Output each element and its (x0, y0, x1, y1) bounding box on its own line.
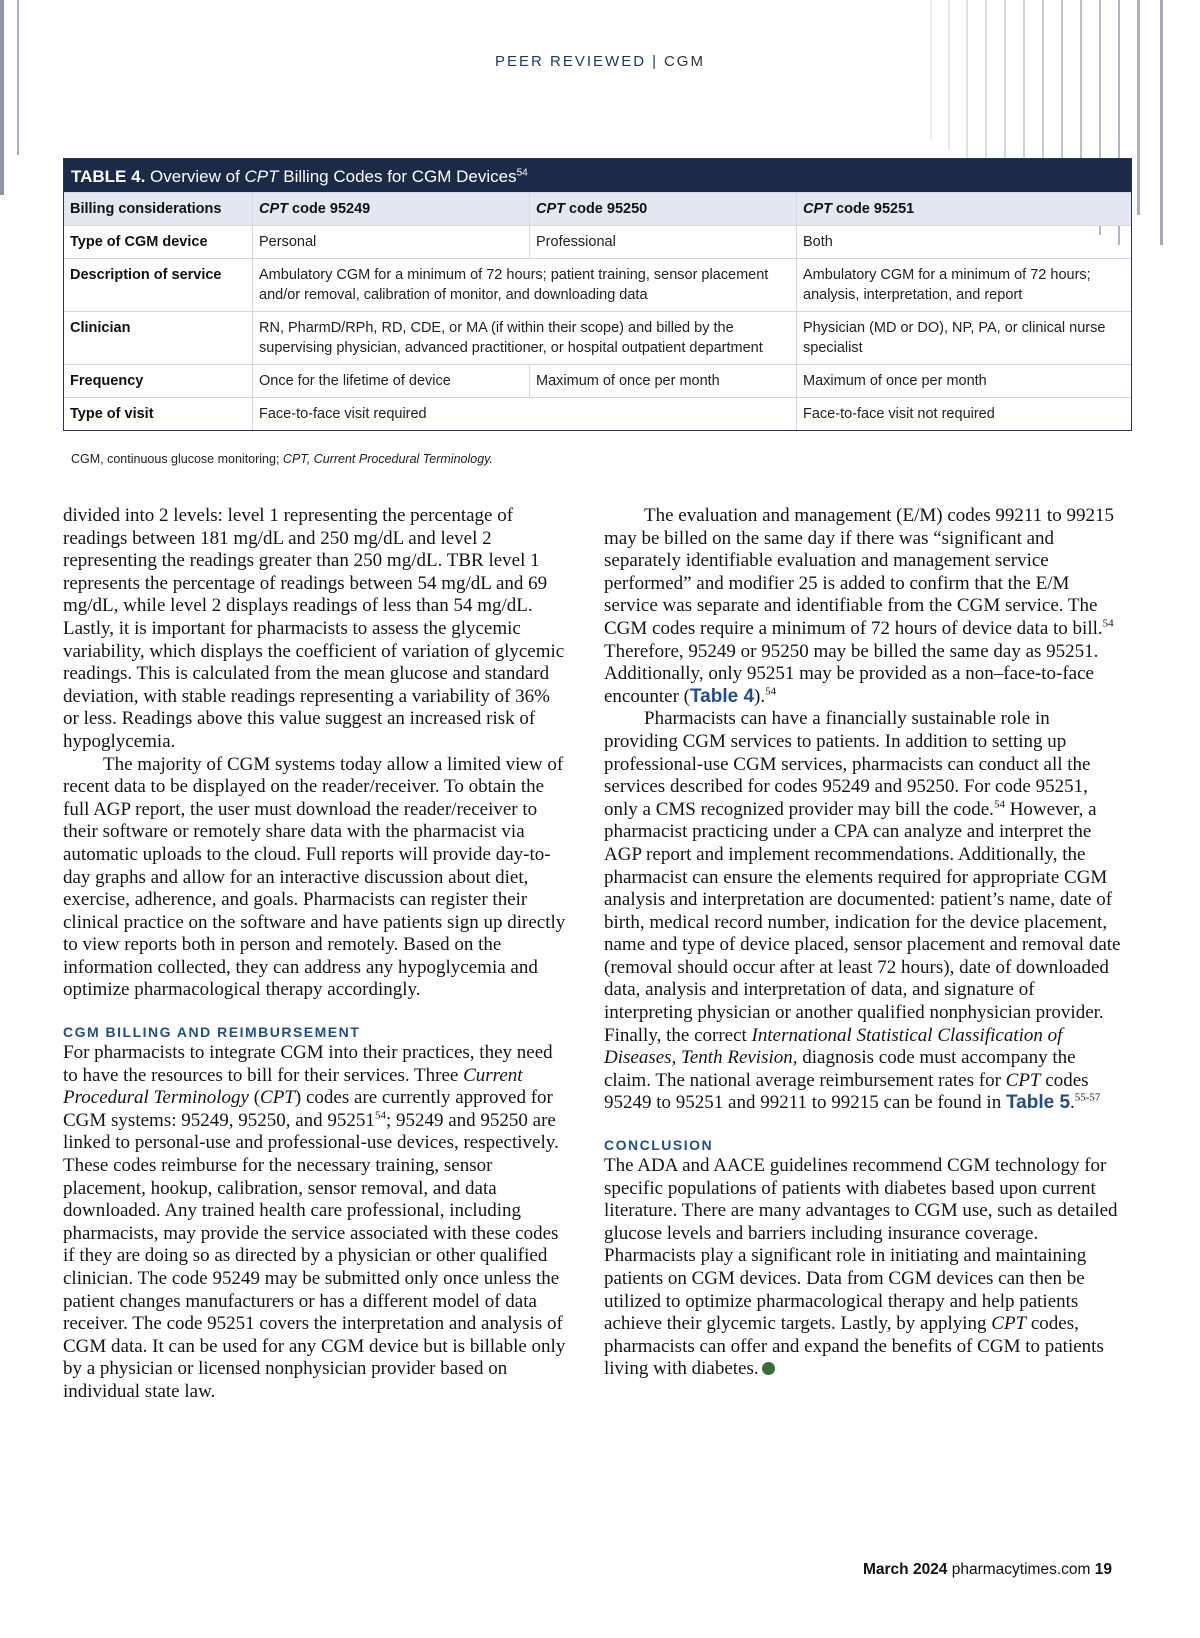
italic-term: CPT (1005, 1069, 1041, 1091)
text-run: Pharmacists can have a financially sustainable role in providing CGM services to patients. In addition to setting up professional-use CGM services, pharmacists can conduct all the services described for codes 95249 and 95250. For code 95251, only a CMS recognized provider may bill the code. (604, 708, 1091, 820)
column-header (530, 193, 797, 226)
decorative-bar-left-thin (17, 0, 19, 155)
table-row (64, 398, 1131, 431)
table-row (64, 259, 1131, 312)
reference-number: 54 (1102, 617, 1114, 630)
decorative-line (1137, 0, 1140, 215)
italic-term: International Statistical Classification of Diseases, Tenth Revision, (604, 1024, 1063, 1069)
table-header-row (64, 193, 1131, 226)
text-run: Therefore, 95249 or 95250 may be billed the same day as 95251. Additionally, only 95251 may be provided as a non–face-to-face encounter ( (604, 640, 1099, 707)
text-run: ) codes are currently approved for CGM systems: 95249, 95250, and 95251 (63, 1087, 553, 1131)
table-row (64, 226, 1131, 259)
column-header-text: code 95249 (292, 201, 371, 217)
decorative-line (948, 0, 950, 150)
reference-number: 54 (993, 798, 1005, 811)
text-run: ( (253, 1087, 261, 1109)
running-header (0, 53, 1200, 70)
decorative-line (985, 0, 987, 175)
decorative-line (930, 0, 932, 140)
text-run: codes, pharmacists can offer and expand the benefits of CGM to patients living with diabetes. (604, 1313, 1104, 1380)
row-label: Type of CGM device (64, 226, 253, 259)
decorative-bar-left (0, 0, 4, 195)
table-cell: Ambulatory CGM for a minimum of 72 hours; analysis, interpretation, and report (797, 259, 1132, 312)
billing-codes-table (63, 158, 1132, 431)
table-title (64, 159, 1131, 192)
table-cell: Both (797, 226, 1132, 259)
reference-number: 54 (765, 685, 777, 698)
table-cell: Personal (253, 226, 530, 259)
header-label: PEER REVIEWED (495, 53, 647, 70)
page-footer (863, 1561, 1112, 1579)
text-run: The ADA and AACE guidelines recommend CGM technology for specific populations of patients with diabetes based upon current literature. There are many advantages to CGM use, such as detailed glucose levels and barriers including insurance coverage. Pharmacists play a significant role in initiating and maintaining patients on CGM devices. Data from CGM devices can then be utilized to optimize pharmacological therapy and help patients achieve their glycemic targets. Lastly, by applying (604, 1155, 1118, 1335)
row-label: Clinician (64, 312, 253, 365)
table-cell: Professional (530, 226, 797, 259)
table-caption (71, 452, 493, 466)
table-cell: Ambulatory CGM for a minimum of 72 hours; patient training, sensor placement and/or removal, calibration of monitor, and downloading data (253, 259, 797, 312)
text-run: ). (754, 685, 766, 707)
text-run: diagnosis code must accompany the claim. The national average reimbursement rates for (604, 1047, 1076, 1091)
table-title-pre: Overview of (150, 167, 240, 186)
footer-date: March 2024 (862, 1561, 948, 1578)
table-5-link[interactable]: Table 5 (1005, 1092, 1071, 1114)
column-header-italic: CPT (803, 201, 832, 217)
table-title-ref: 54 (516, 167, 528, 179)
table-number: TABLE 4. (71, 167, 146, 186)
table-row (64, 312, 1131, 365)
column-header-text: code 95251 (836, 201, 915, 217)
section-heading: CGM BILLING AND REIMBURSEMENT (63, 1024, 361, 1041)
column-header-italic: CPT (536, 201, 565, 217)
section-heading: CONCLUSION (604, 1137, 714, 1154)
table-row (64, 365, 1131, 398)
table-cell: Physician (MD or DO), NP, PA, or clinical nurse specialist (797, 312, 1132, 365)
column-header (797, 193, 1132, 226)
text-run: For pharmacists to integrate CGM into their practices, they need to have the resources to bill for their services. Three (63, 1042, 553, 1086)
table-cell: Face-to-face visit not required (797, 398, 1132, 431)
paragraph (63, 1042, 568, 1404)
text-run: ; 95249 and 95250 are linked to personal-use and professional-use devices, respectively. These codes reimburse for the necessary training, sensor placement, hookup, calibration, sensor removal, and data downloaded. Any trained health care professional, including pharmacists, may provide the service associated with these codes if they are doing so as directed by a physician or other qualified clinician. The code 95249 may be submitted only once unless the patient changes manufacturers or has a different model of data receiver. The code 95251 covers the interpretation and analysis of CGM data. It can be used for any CGM device but is billable only by a physician or licensed nonphysician provider based on individual state law. (63, 1109, 566, 1402)
italic-term: CPT (991, 1313, 1027, 1335)
table-cell: Face-to-face visit required (253, 398, 797, 431)
left-column (63, 505, 568, 1404)
table-cell: Once for the lifetime of device (253, 365, 530, 398)
column-header: Billing considerations (64, 193, 253, 226)
table-cell: Maximum of once per month (530, 365, 797, 398)
text-run: codes 95249 to 95251 and 99211 to 99215 can be found in (604, 1069, 1089, 1114)
row-label: Type of visit (64, 398, 253, 431)
column-header-italic: CPT (259, 201, 288, 217)
italic-term: Current Procedural Terminology (63, 1064, 523, 1109)
header-separator: | (652, 53, 658, 70)
paragraph: divided into 2 levels: level 1 representing the percentage of readings between 181 mg/dL and 250 mg/dL and level 2 representing the readings greater than 250 mg/dL. TBR level 1 represents the percentage of readings between 54 mg/dL and 69 mg/dL, while level 2 displays readings of less than 54 mg/dL. Lastly, it is important for pharmacists to assess the glycemic variability, which displays the coefficient of variation of glycemic readings. This is calculated from the mean glucose and standard deviation, with stable readings representing a variability of 36% or less. Readings above this value suggest an increased risk of hypoglycemia. (63, 505, 565, 752)
italic-term: CPT (260, 1087, 295, 1109)
row-label: Description of service (64, 259, 253, 312)
decorative-line (1160, 0, 1163, 245)
paragraph (604, 505, 1124, 708)
text-run: However, a pharmacist practicing under a CPA can analyze and interpret the AGP report and implement recommendations. Additionally, the pharmacist can ensure the elements required for appropriate CGM analysis and interpretation are documented: patient’s name, date of birth, medical record number, indication for the device placement, name and type of device placed, sensor placement and removal date (removal should occur after at least 72 hours), date of downloaded data, analysis and interpretation of data, and signature of interpreting physician or another qualified nonphysician provider. Finally, the correct (604, 798, 1121, 1046)
column-header (253, 193, 530, 226)
table-title-post: Billing Codes for CGM Devices (283, 167, 517, 186)
table-cell: RN, PharmD/RPh, RD, CDE, or MA (if within their scope) and billed by the supervising physician, advanced practitioner, or hospital outpatient department (253, 312, 797, 365)
caption-italic: CPT, Current Procedural Terminology. (282, 452, 493, 466)
paragraph: The majority of CGM systems today allow a limited view of recent data to be displayed on the reader/receiver. To obtain the full AGP report, the user must download the reader/receiver to their software or remotely share data with the pharmacist via automatic uploads to the cloud. Full reports will provide day-to-day graphs and allow for an interactive discussion about diet, exercise, adherence, and goals. Pharmacists can register their clinical practice on the software and have patients sign up directly to view reports both in person and remotely. Based on the information collected, they can address any hypoglycemia and optimize pharmacological therapy accordingly. (63, 753, 566, 1001)
paragraph (604, 1155, 1124, 1381)
column-header-text: code 95250 (569, 201, 648, 217)
decorative-line (966, 0, 968, 160)
table-title-italic: CPT (244, 167, 279, 186)
row-label: Frequency (64, 365, 253, 398)
reference-number: 55-57 (1074, 1092, 1101, 1105)
table-body (64, 192, 1131, 430)
footer-site: pharmacytimes.com (951, 1561, 1091, 1578)
paragraph (604, 708, 1124, 1115)
header-section: CGM (663, 53, 705, 70)
table-4-link[interactable]: Table 4 (689, 685, 755, 707)
text-run: The evaluation and management (E/M) codes 99211 to 99215 may be billed on the same day if there was “significant and separately identifiable evaluation and management service performed” and modifier 25 is added to confirm that the E/M service was separate and identifiable from the CGM service. The CGM codes require a minimum of 72 hours of device data to bill. (604, 505, 1114, 639)
table-cell: Maximum of once per month (797, 365, 1132, 398)
reference-number: 54 (374, 1109, 386, 1122)
page-number: 19 (1094, 1561, 1112, 1578)
end-of-article-icon (762, 1362, 775, 1375)
text-run: . (1070, 1092, 1075, 1114)
caption-plain: CGM, continuous glucose monitoring; (71, 452, 280, 466)
right-column (604, 505, 1124, 1381)
